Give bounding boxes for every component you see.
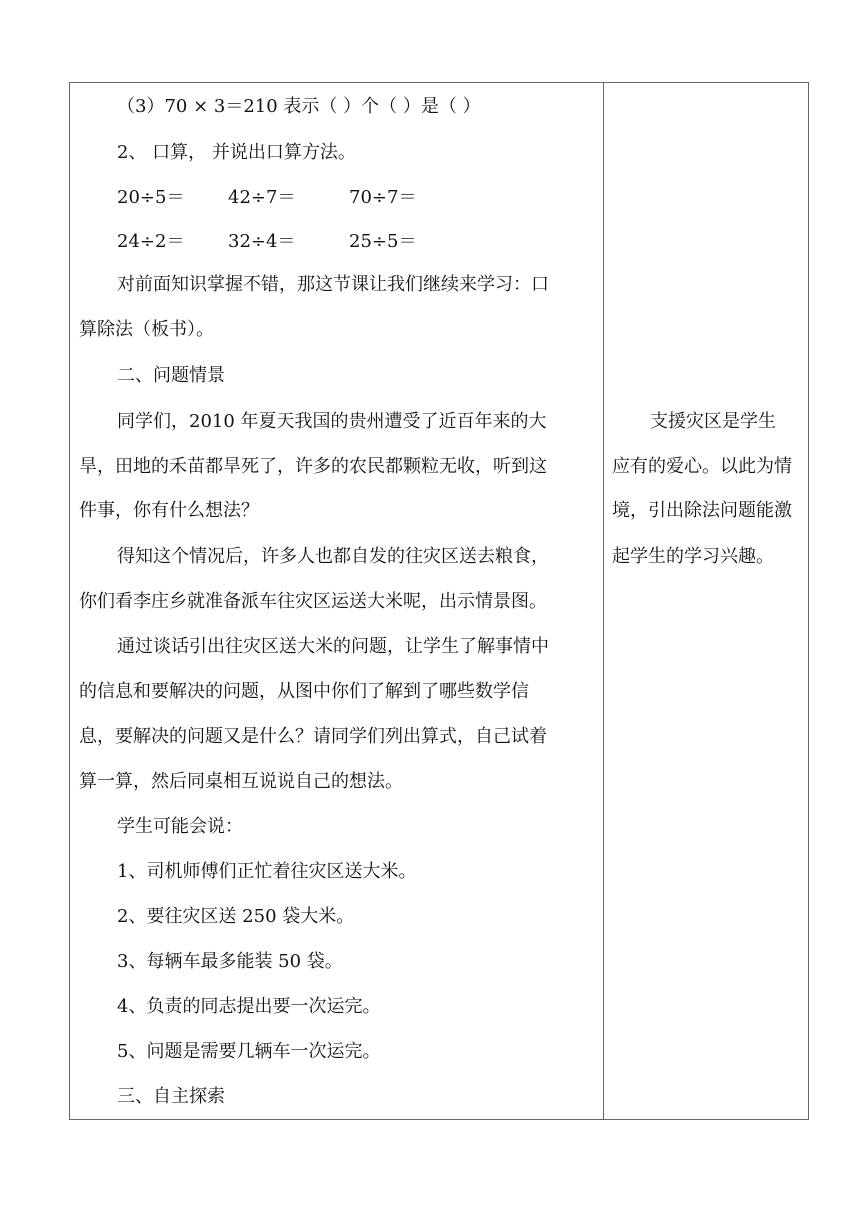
paragraph-line: 件事，你有什么想法？ xyxy=(79,500,259,521)
design-note-line: 支援灾区是学生 xyxy=(650,411,776,432)
paragraph-line: 旱，田地的禾苗都旱死了，许多的农民都颗粒无收，听到这 xyxy=(79,456,547,477)
list-item: 5、问题是需要几辆车一次运完。 xyxy=(117,1041,381,1062)
section-heading: 二、问题情景 xyxy=(117,365,225,386)
list-item: 4、负责的同志提出要一次运完。 xyxy=(117,996,381,1017)
students-say-label: 学生可能会说： xyxy=(117,816,243,837)
equation: 24÷2＝ xyxy=(117,231,185,252)
design-note-line: 境，引出除法问题能激 xyxy=(612,500,792,521)
exercise-line-3: （3）70 × 3＝210 表示（ ）个（ ）是（ ） xyxy=(117,96,481,117)
column-divider xyxy=(603,83,604,1119)
section-heading: 三、自主探索 xyxy=(117,1086,225,1107)
design-note-line: 起学生的学习兴趣。 xyxy=(612,546,774,567)
list-item: 2、要往灾区送 250 袋大米。 xyxy=(117,906,355,927)
paragraph-line: 算一算，然后同桌相互说说自己的想法。 xyxy=(79,771,403,792)
paragraph-line: 你们看李庄乡就准备派车往灾区运送大米呢，出示情景图。 xyxy=(79,591,547,612)
design-note-line: 应有的爱心。以此为情 xyxy=(612,456,792,477)
paragraph-line: 对前面知识掌握不错，那这节课让我们继续来学习：口 xyxy=(117,274,549,295)
list-item: 1、司机师傅们正忙着往灾区送大米。 xyxy=(117,861,417,882)
paragraph-line: 得知这个情况后，许多人也都自发的往灾区送去粮食， xyxy=(117,546,549,567)
list-item: 3、每辆车最多能装 50 袋。 xyxy=(117,951,343,972)
paragraph-line: 的信息和要解决的问题，从图中你们了解到了哪些数学信 xyxy=(79,681,529,702)
paragraph-line: 算除法（板书）。 xyxy=(79,319,214,340)
mental-math-heading: 2、 口算， 并说出口算方法。 xyxy=(117,142,356,163)
equation: 25÷5＝ xyxy=(349,231,417,252)
equation: 20÷5＝ xyxy=(117,187,185,208)
paragraph-line: 息，要解决的问题又是什么？请同学们列出算式，自己试着 xyxy=(79,726,547,747)
paragraph-line: 通过谈话引出往灾区送大米的问题，让学生了解事情中 xyxy=(117,636,549,657)
equation: 32÷4＝ xyxy=(228,231,296,252)
paragraph-line: 同学们，2010 年夏天我国的贵州遭受了近百年来的大 xyxy=(117,411,547,432)
equation: 70÷7＝ xyxy=(349,187,417,208)
equation: 42÷7＝ xyxy=(228,187,296,208)
